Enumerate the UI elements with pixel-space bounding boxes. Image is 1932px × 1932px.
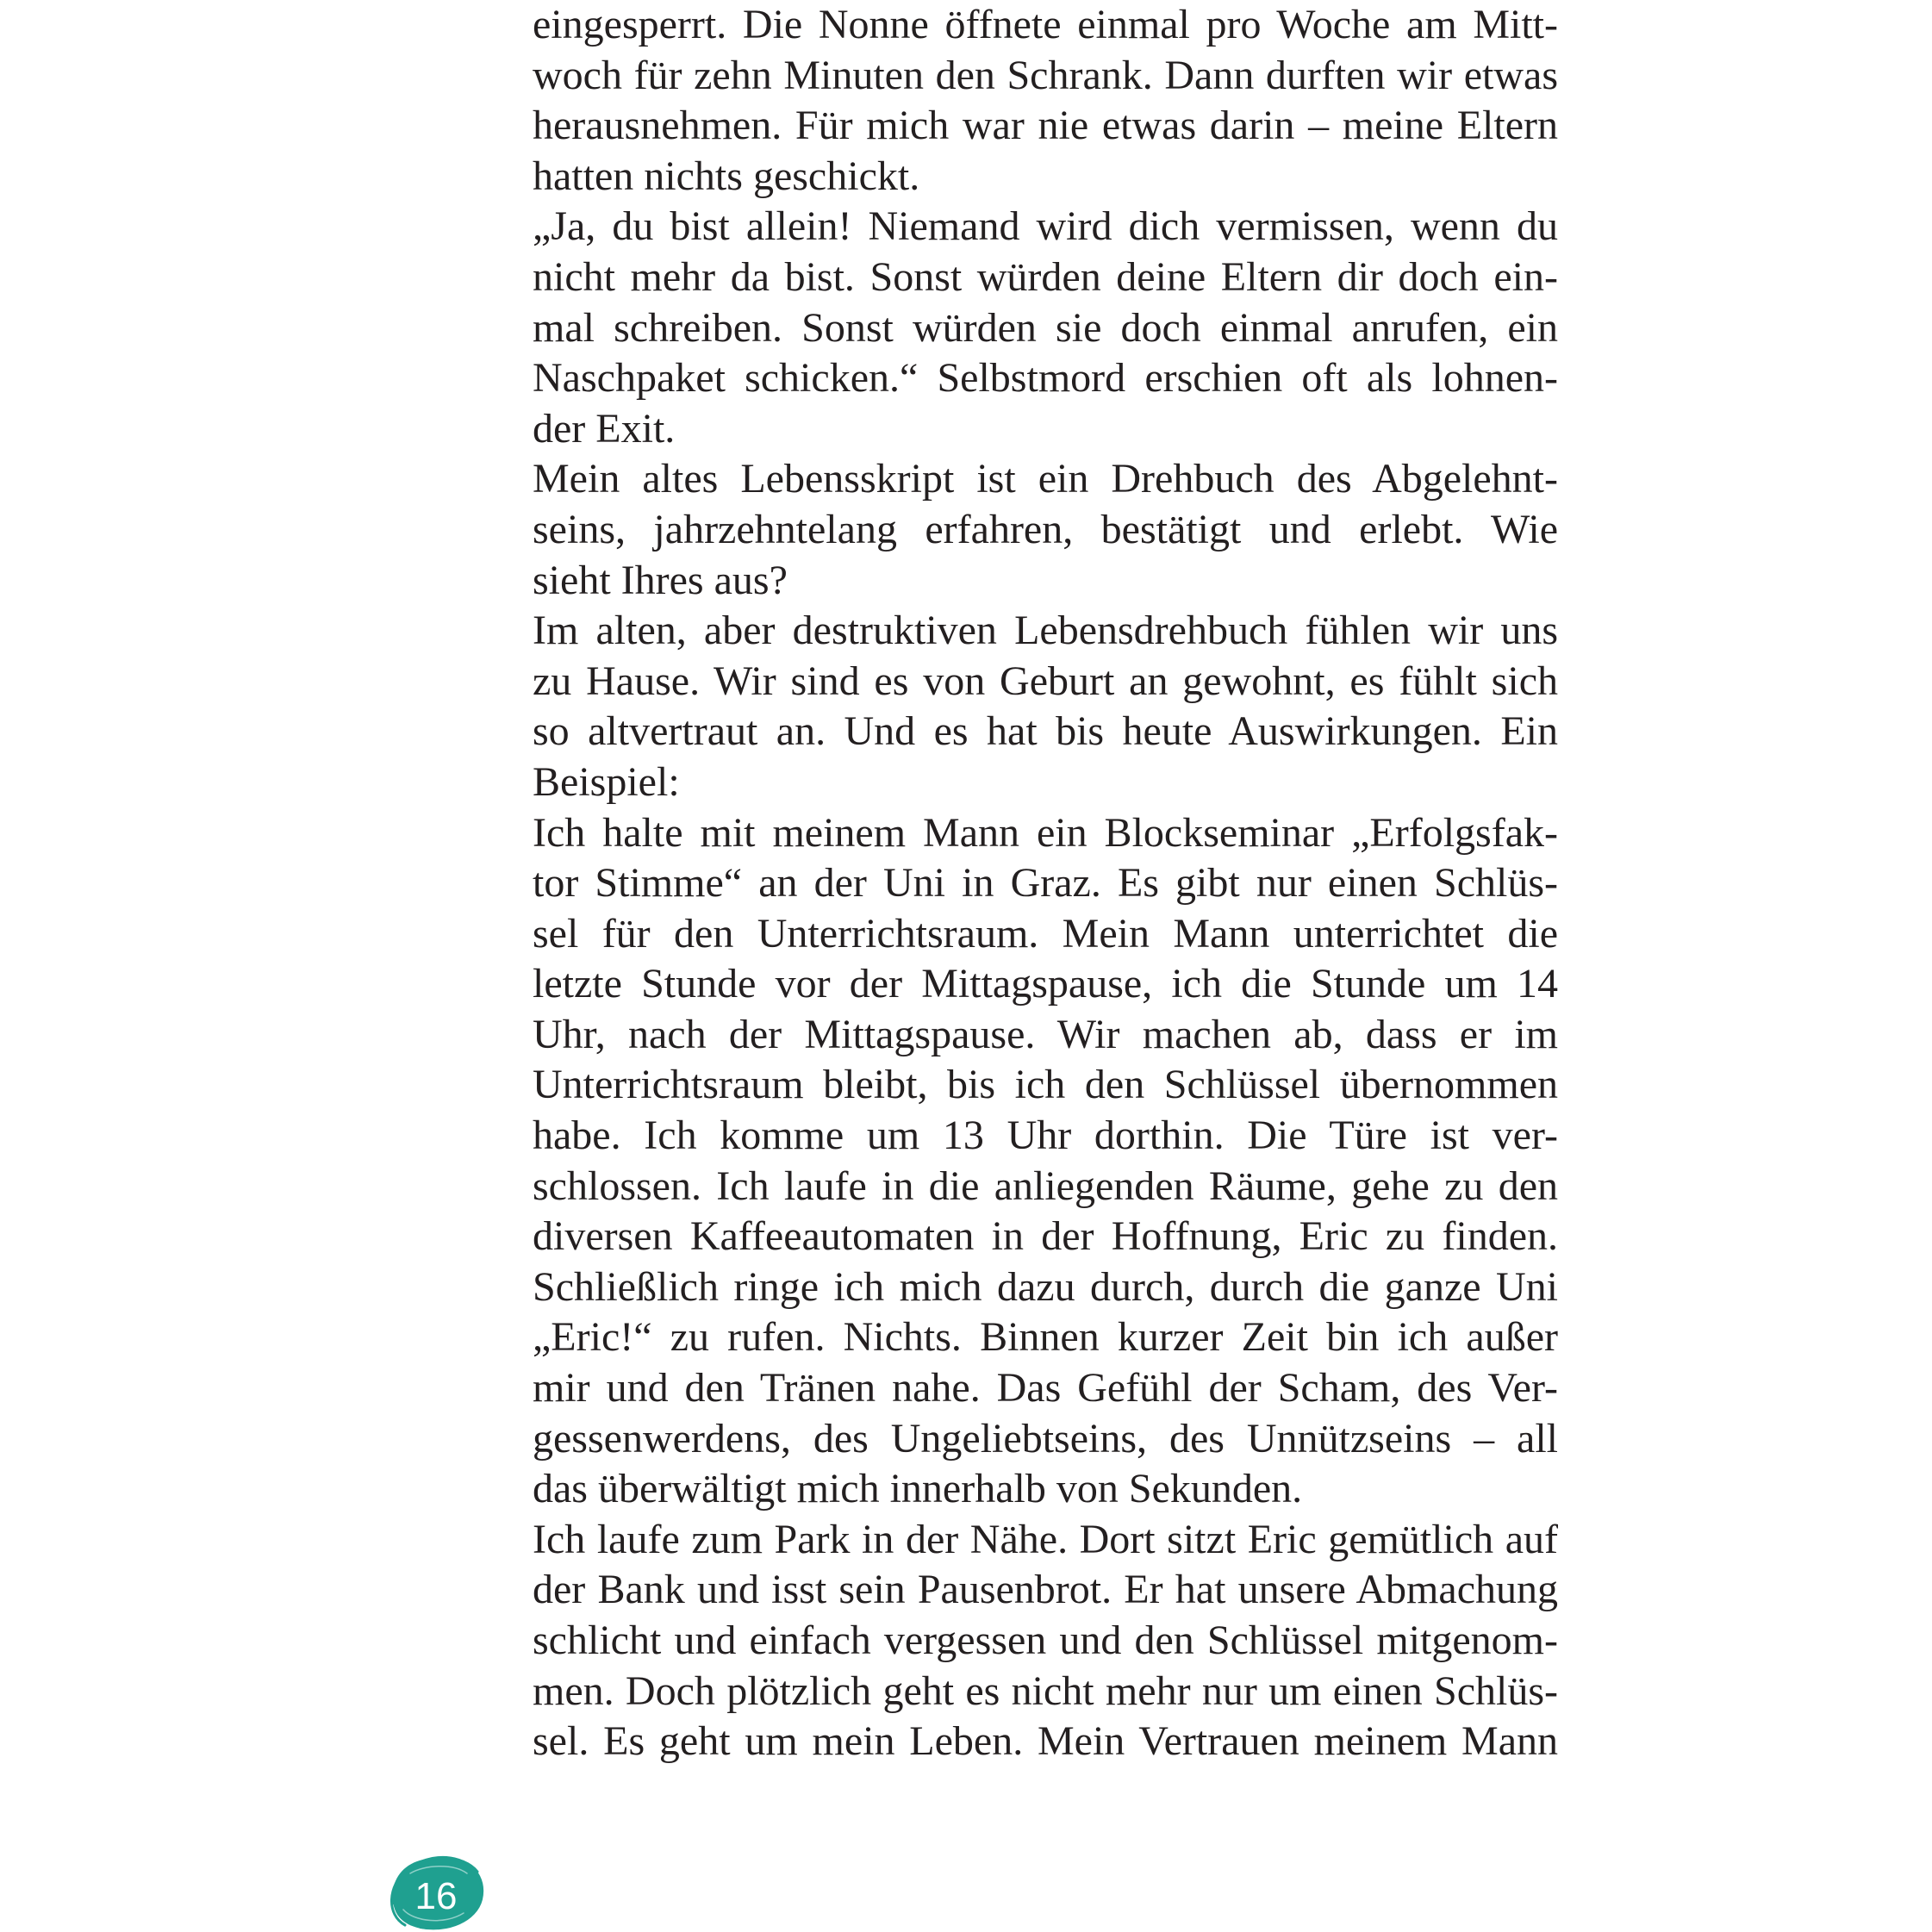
text-line: Im alten, aber destruktiven Lebensdrehbuch fühlen wir uns	[533, 608, 1558, 654]
text-line: sel für den Unterrichtsraum. Mein Mann unterrichtet die	[533, 910, 1558, 957]
page-number: 16	[414, 1875, 458, 1917]
text-line: Beispiel:	[533, 758, 680, 805]
text-line: woch für zehn Minuten den Schrank. Dann durften wir etwas	[533, 52, 1558, 98]
text-line: Naschpaket schicken.“ Selbstmord erschien oft als lohnen-	[533, 355, 1558, 402]
text-line: Ich laufe zum Park in der Nähe. Dort sitzt Eric gemütlich auf	[533, 1516, 1558, 1562]
text-line: Schließlich ringe ich mich dazu durch, durch die ganze Uni	[533, 1263, 1558, 1310]
text-line: sel. Es geht um mein Leben. Mein Vertrauen meinem Mann	[533, 1718, 1558, 1765]
text-line: eingesperrt. Die Nonne öffnete einmal pro Woche am Mitt-	[533, 2, 1558, 47]
text-line: nicht mehr da bist. Sonst würden deine Eltern dir doch ein-	[533, 253, 1558, 300]
text-line: der Bank und isst sein Pausenbrot. Er hat unsere Abmachung	[533, 1567, 1558, 1613]
text-line: mal schreiben. Sonst würden sie doch einmal anrufen, ein	[533, 304, 1558, 351]
body-text	[533, 0, 1558, 1767]
text-line: men. Doch plötzlich geht es nicht mehr nur um einen Schlüs-	[533, 1667, 1558, 1714]
text-line: zu Hause. Wir sind es von Geburt an gewohnt, es fühlt sich	[533, 658, 1558, 704]
text-line: „Eric!“ zu rufen. Nichts. Binnen kurzer Zeit bin ich außer	[533, 1314, 1558, 1361]
text-line: Mein altes Lebensskript ist ein Drehbuch des Abgelehnt-	[533, 456, 1558, 502]
text-line: das überwältigt mich innerhalb von Sekunden.	[533, 1466, 1303, 1512]
text-line: Ich halte mit meinem Mann ein Blockseminar „Erfolgsfak-	[533, 809, 1558, 856]
page-number-badge	[384, 1851, 488, 1932]
text-line: herausnehmen. Für mich war nie etwas darin – meine Eltern	[533, 103, 1558, 149]
text-line: diversen Kaffeeautomaten in der Hoffnung, Eric zu finden.	[533, 1213, 1558, 1260]
text-line: habe. Ich komme um 13 Uhr dorthin. Die Türe ist ver-	[533, 1112, 1558, 1159]
text-line: schlicht und einfach vergessen und den Schlüssel mitgenom-	[533, 1617, 1558, 1663]
text-line: so altvertraut an. Und es hat bis heute Auswirkungen. Ein	[533, 708, 1558, 755]
text-line: Unterrichtsraum bleibt, bis ich den Schlüssel übernommen	[533, 1062, 1558, 1108]
text-line: gessenwerdens, des Ungeliebtseins, des Unnützseins – all	[533, 1415, 1558, 1461]
text-line: tor Stimme“ an der Uni in Graz. Es gibt nur einen Schlüs-	[533, 860, 1558, 907]
text-line: hatten nichts geschickt.	[533, 153, 920, 199]
text-line: Uhr, nach der Mittagspause. Wir machen ab, dass er im	[533, 1011, 1558, 1057]
text-line: seins, jahrzehntelang erfahren, bestätigt und erlebt. Wie	[533, 506, 1558, 552]
text-line: schlossen. Ich laufe in die anliegenden Räume, gehe zu den	[533, 1162, 1558, 1209]
text-line: mir und den Tränen nahe. Das Gefühl der Scham, des Ver-	[533, 1365, 1558, 1412]
text-line: letzte Stunde vor der Mittagspause, ich die Stunde um 14	[533, 961, 1558, 1007]
text-line: der Exit.	[533, 405, 676, 452]
text-line: sieht Ihres aus?	[533, 557, 788, 603]
text-line: „Ja, du bist allein! Niemand wird dich vermissen, wenn du	[533, 203, 1558, 250]
